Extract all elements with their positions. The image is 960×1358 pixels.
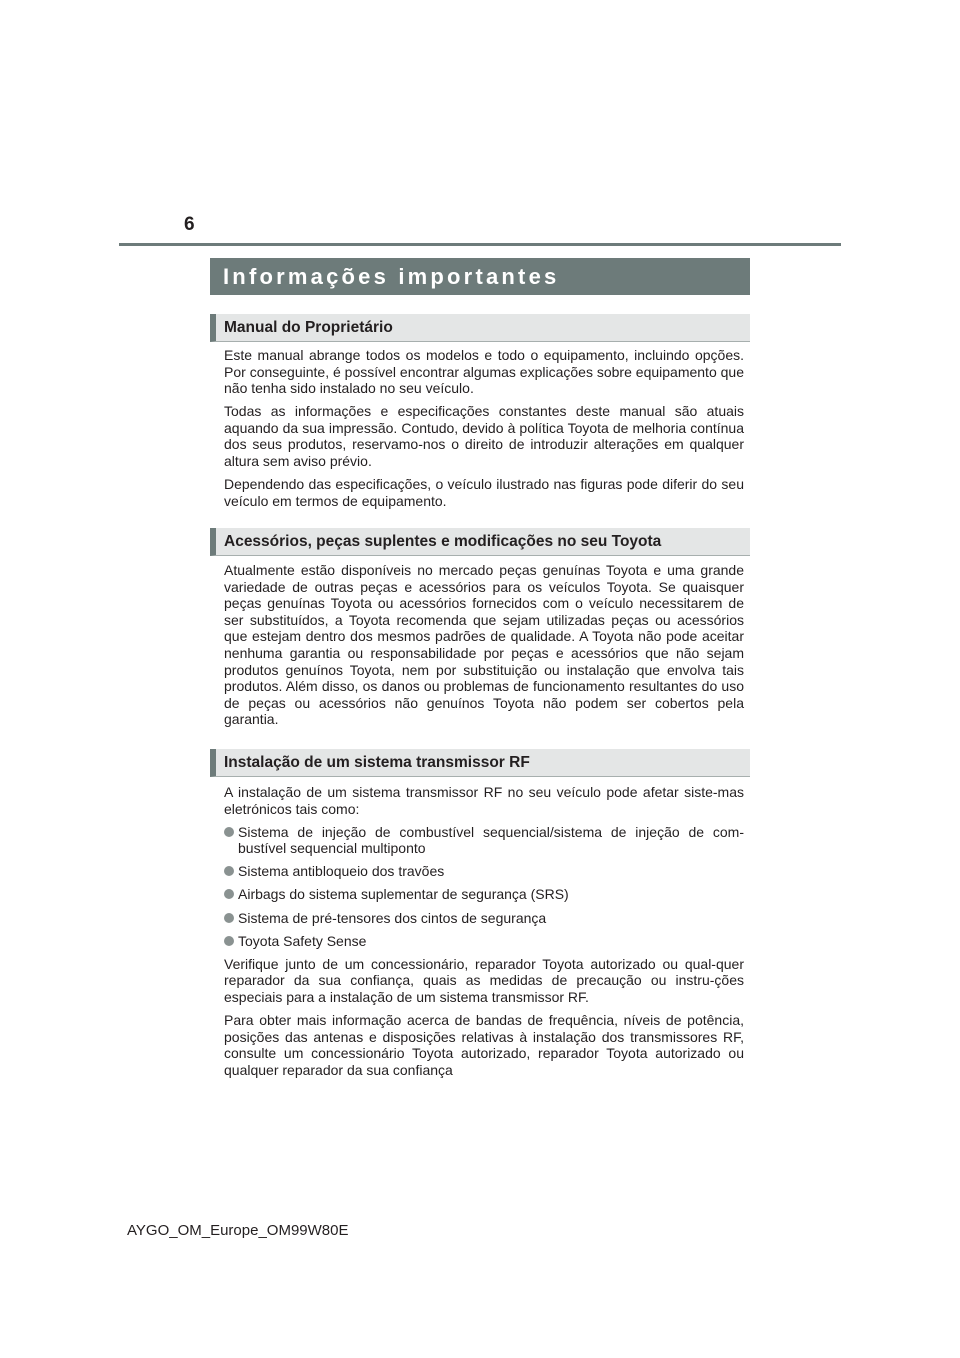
- bullet-list: [224, 824, 744, 950]
- list-item-text: Sistema de pré-tensores dos cintos de segurança: [238, 909, 547, 926]
- document-footer: AYGO_OM_Europe_OM99W80E: [127, 1222, 349, 1239]
- list-item-text: Sistema de injeção de combustível sequencial/sistema de injeção de com-bustível sequencial multiponto: [238, 823, 744, 857]
- bullet-icon: [224, 936, 234, 946]
- list-item-text: Sistema antibloqueio dos travões: [238, 863, 445, 880]
- list-item-text: Toyota Safety Sense: [238, 932, 367, 949]
- list-item: [224, 886, 744, 903]
- paragraph: Dependendo das especificações, o veículo ilustrado nas figuras pode diferir do seu veículo em termos de equipamento.: [224, 476, 744, 509]
- paragraph: Este manual abrange todos os modelos e todo o equipamento, incluindo opções. Por conseguinte, é possível encontrar algumas explicações sobre equipamento que não tenha sido instalado no seu veículo.: [224, 347, 744, 397]
- paragraph: Para obter mais informação acerca de bandas de frequência, níveis de potência, posições das antenas e disposições relativas à instalação dos transmissores RF, consulte um concessionário Toyota autorizado, reparador Toyota autorizado ou qualquer reparador da sua confiança: [224, 1012, 744, 1078]
- section-heading-rf-transmitter: Instalação de um sistema transmissor RF: [210, 749, 750, 777]
- paragraph: Verifique junto de um concessionário, reparador Toyota autorizado ou qual-quer reparador da sua confiança, quais as medidas de precaução ou instru-ções especiais para a instalação de um sistema transmissor RF.: [224, 955, 744, 1005]
- list-item: [224, 910, 744, 927]
- paragraph: Atualmente estão disponíveis no mercado peças genuínas Toyota e uma grande variedade de outras peças e acessórios para os veículos Toyota. Se quaisquer peças genuínas Toyota ou acessórios fornecidos com o veículo necessitarem de ser substituídos, a Toyota recomenda que sejam utilizadas peças ou acessórios que estejam dentro dos mesmos padrões de qualidade. A Toyota não pode aceitar nenhuma garantia ou responsabilidade por peças e acessórios que não sejam produtos genuínos Toyota, nem por substituição ou instalação que envolva tais produtos. Além disso, os danos ou problemas de funcionamento resultantes do uso de peças ou acessórios não genuínos Toyota não podem ser cobertos pela garantia.: [224, 562, 744, 728]
- paragraph: Todas as informações e especificações constantes deste manual são atuais aquando da sua impressão. Contudo, devido à política Toyota de melhoria contínua dos seus produtos, reservamo-nos o direito de introduzir alterações em qualquer altura sem aviso prévio.: [224, 403, 744, 470]
- header-rule: [119, 243, 841, 246]
- page-number: 6: [184, 214, 195, 235]
- bullet-icon: [224, 913, 234, 923]
- list-item: [224, 863, 744, 880]
- section-heading-owners-manual: Manual do Proprietário: [210, 314, 750, 342]
- bullet-icon: [224, 889, 234, 899]
- page-title: Informações importantes: [210, 258, 750, 295]
- paragraph: A instalação de um sistema transmissor RF no seu veículo pode afetar siste-mas eletrónicos tais como:: [224, 784, 744, 817]
- section-body-accessories: [224, 562, 744, 734]
- list-item: [224, 824, 744, 857]
- list-item-text: Airbags do sistema suplementar de segurança (SRS): [238, 886, 569, 903]
- section-body-rf-transmitter: [224, 784, 744, 1085]
- bullet-icon: [224, 866, 234, 876]
- section-body-owners-manual: [224, 347, 744, 516]
- section-heading-accessories: Acessórios, peças suplentes e modificações no seu Toyota: [210, 528, 750, 556]
- bullet-icon: [224, 827, 234, 837]
- list-item: [224, 933, 744, 950]
